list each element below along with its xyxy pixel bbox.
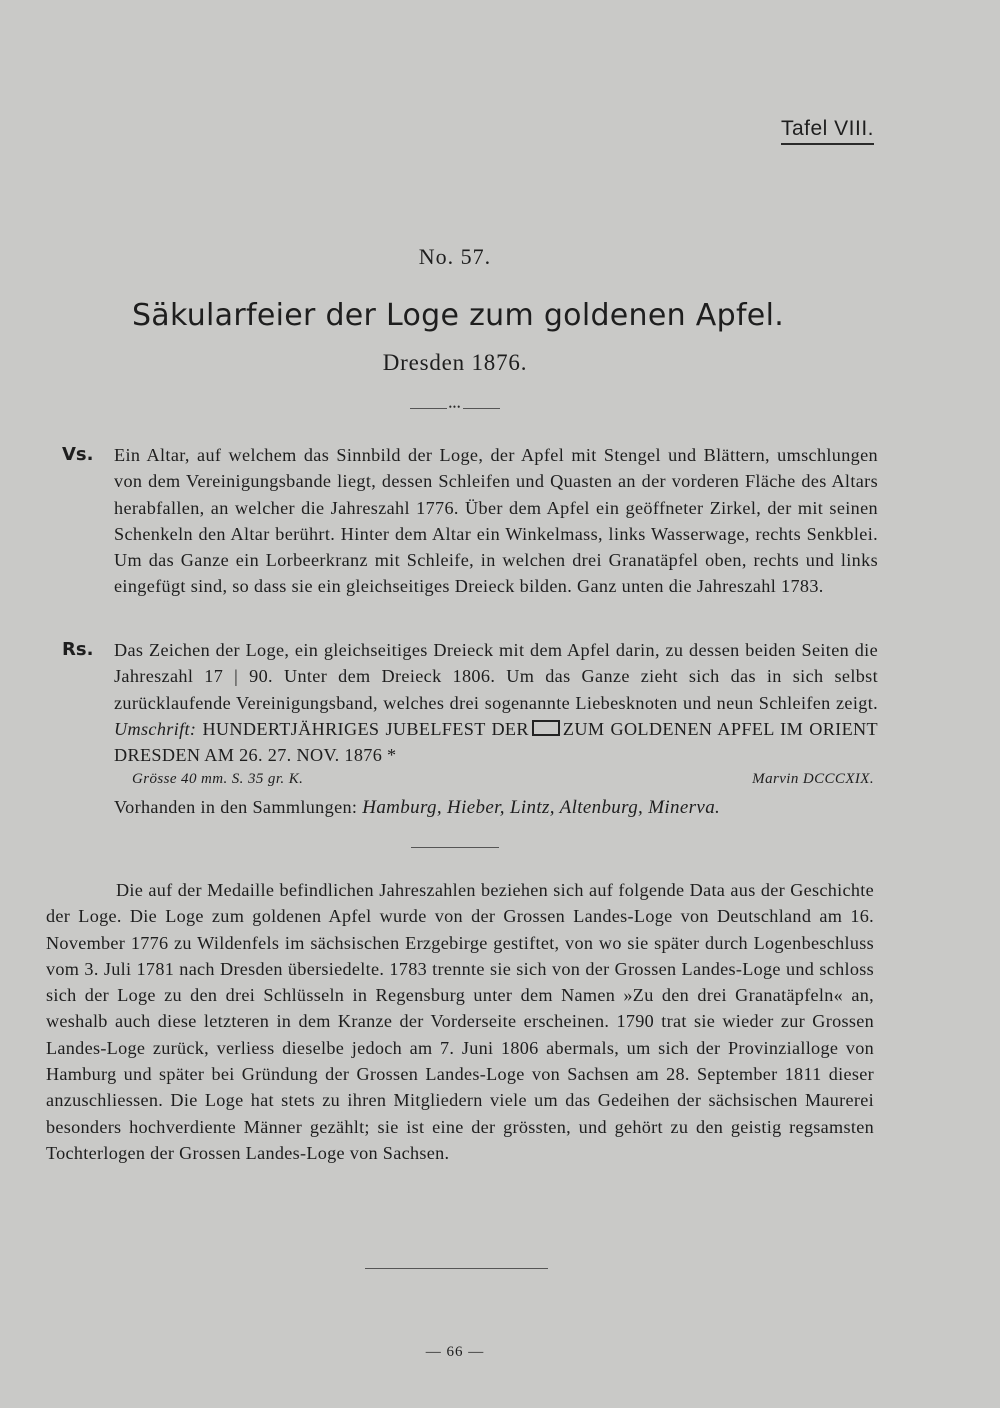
reverse-description: [62, 637, 878, 768]
entry-title: Säkularfeier der Loge zum goldenen Apfel.: [131, 298, 785, 333]
umschrift-text-2: ZUM GOLDENEN APFEL IM ORIENT DRESDEN AM 26. 27. NOV. 1876 *: [114, 718, 878, 766]
ornament-divider: •••: [410, 403, 500, 413]
entry-subtitle: Dresden 1876.: [382, 350, 528, 375]
page-number: — 66 —: [425, 1344, 485, 1360]
collections-places: Hamburg, Hieber, Lintz, Altenburg, Minerva.: [362, 797, 721, 818]
obverse-description: [62, 442, 878, 600]
medal-size: Grösse 40 mm. S. 35 gr. K.: [132, 771, 304, 787]
plate-heading: Tafel VIII.: [781, 116, 874, 145]
entry-number: No. 57.: [418, 244, 492, 269]
collections-label: Vorhanden in den Sammlungen:: [114, 797, 358, 817]
collections-line: [114, 794, 874, 821]
obverse-text: Ein Altar, auf welchem das Sinnbild der Loge, der Apfel mit Stengel und Blättern, umschlungen von dem Vereinigungsbande liegt, dessen Schleifen und Quasten an der vorderen Fläche des Altars herabfallen, an welcher die Jahreszahl 1776. Über dem Apfel ein geöffneter Zirkel, der mit seinen Schenkeln den Altar berührt. Hinter dem Altar ein Winkelmass, links Wasserwage, rechts Senkblei. Um das Ganze ein Lorbeerkranz mit Schleife, in welchen drei Granatäpfel oben, rechts und links eingefügt sind, so dass sie ein gleichseitiges Dreieck bilden. Ganz unten die Jahreszahl 1783.: [114, 445, 878, 597]
catalog-reference: Marvin DCCCXIX.: [752, 771, 874, 787]
umschrift-label: Umschrift:: [114, 718, 197, 739]
obverse-label: Vs.: [62, 444, 94, 465]
history-paragraph: Die auf der Medaille befindlichen Jahreszahlen beziehen sich auf folgende Data aus der Geschichte der Loge. Die Loge zum goldenen Apfel wurde von der Grossen Landes-Loge von Deutschland am 16. November 1776 zu Wildenfels im sächsischen Erzgebirge gestiftet, von wo sie später durch Logenbeschluss vom 3. Juli 1781 nach Dresden übersiedelte. 1783 trennte sie sich von der Grossen Landes-Loge und schloss sich der Loge zu den drei Schlüsseln in Regensburg unter dem Namen »Zu den drei Granatäpfeln« an, weshalb auch diese letzteren in dem Kranze der Vorderseite erscheinen. 1790 trat sie wieder zur Grossen Landes-Loge zurück, verliess dieselbe jedoch am 7. Juni 1806 abermals, um sich der Provinzialloge von Hamburg und später bei Gründung der Grossen Landes-Loge von Sachsen am 28. September 1811 dieser anzuschliessen. Die Loge hat stets zu ihren Mitgliedern viele um das Gedeihen der sächsischen Maurerei besonders hochverdiente Männer gezählt; sie ist eine der grössten, und gehört zu den geistig regsamsten Tochterlogen der Grossen Landes-Loge von Sachsen.: [46, 880, 874, 1163]
reverse-text-block: [114, 637, 878, 768]
footer-divider: [365, 1268, 548, 1269]
section-divider: [411, 847, 499, 848]
reverse-label: Rs.: [62, 639, 94, 660]
umschrift-text-1: HUNDERTJÄHRIGES JUBELFEST DER: [202, 718, 529, 739]
lodge-symbol-icon: [532, 720, 560, 736]
reverse-text: Das Zeichen der Loge, ein gleichseitiges Dreieck mit dem Apfel darin, zu dessen beiden Seiten die Jahreszahl 17 | 90. Unter dem Dreieck 1806. Um das Ganze zieht sich das in sich selbst zurücklaufende Vereinigungsband, welches drei sogenannte Liebesknoten und neun Schleifen zeigt.: [114, 640, 878, 713]
